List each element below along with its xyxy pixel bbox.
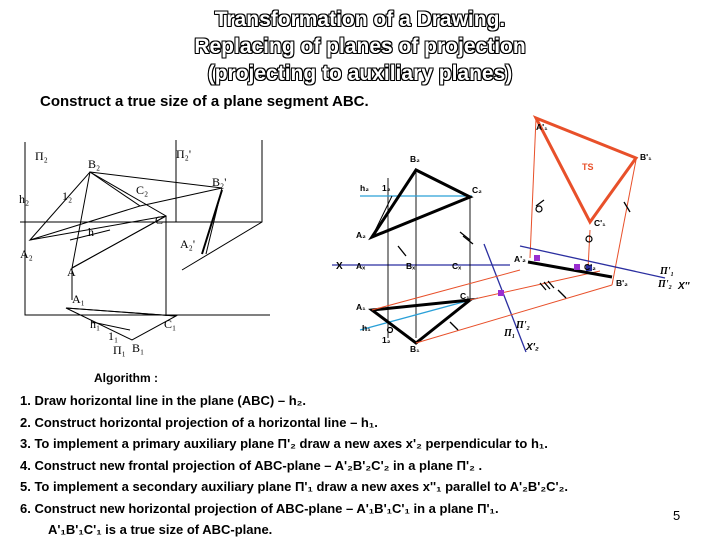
label-r-pi1p: Π'₁ [660, 266, 675, 277]
right-figure [332, 118, 665, 352]
frame-line [25, 142, 270, 315]
triangle-a2b2c2 [372, 170, 470, 237]
label-r-x: X [336, 261, 343, 272]
algorithm-title: Algorithm : [94, 371, 158, 385]
algorithm-step: 5. To implement a secondary auxiliary plane Π'₁ draw a new axes x''₁ parallel to A'₂B'₂C'₂. [20, 479, 569, 494]
label-a2: A₂ [20, 247, 33, 261]
label-r-a1p: A'₁ [536, 122, 548, 132]
label-r-pi2p-lower: Π'₂ [516, 320, 531, 331]
algorithm-steps [20, 390, 710, 541]
label-11: 1₁ [108, 329, 119, 343]
label-r-ax: Aₓ [356, 261, 366, 271]
label-r-c1: C₁ [460, 291, 470, 301]
algorithm-step: 2. Construct horizontal projection of a horizontal line – h₁. [20, 414, 378, 430]
label-a2p: A₂' [180, 237, 196, 251]
algorithm-conclusion: A'₁B'₁C'₁ is a true size of ABC-plane. [48, 522, 273, 537]
algorithm-step: 6. Construct new horizontal projection of ABC-plane – A'₁B'₁C'₁ in a plane Π'₁. [20, 500, 499, 516]
left-figure-labels [19, 147, 226, 357]
label-r-h1: h₁ [362, 323, 371, 333]
label-r-pi2p: Π'₂ [658, 279, 673, 290]
label-r-c2: C₂ [472, 185, 482, 195]
label-r-b1: B₁ [410, 344, 420, 354]
label-b2p: B₂' [212, 175, 227, 189]
algorithm-step: 1. Draw horizontal line in the plane (ABC) – h₂. [20, 393, 307, 408]
label-a1: A₁ [72, 292, 85, 306]
task-statement: Construct a true size of a plane segment ABC. [40, 93, 369, 110]
title-line-3: (projecting to auxiliary planes) [207, 62, 513, 85]
label-r-x2-lower: X'₂ [526, 342, 539, 353]
title-line-1: Transformation of a Drawing. [214, 8, 506, 31]
label-r-b2p: B'₂ [616, 278, 628, 288]
triangle-space [72, 172, 166, 268]
label-r-ts: TS [582, 162, 594, 172]
label-r-x2: X'' [678, 281, 690, 292]
label-pi2p: Π₂' [176, 147, 192, 161]
label-r-c2p: C'₂ [584, 262, 596, 272]
label-r-12: 1₂ [382, 183, 391, 193]
label-r-a1: A₁ [356, 302, 366, 312]
triangle-pi1 [66, 308, 176, 340]
label-r-h2: h₂ [360, 183, 369, 193]
label-r-b2: B₂ [410, 154, 420, 164]
label-r-a2p: A'₂ [514, 254, 526, 264]
label-r-a2: A₂ [356, 230, 366, 240]
label-b2: B₂ [88, 157, 101, 171]
label-h1: h₁ [90, 317, 101, 331]
label-r-cx: Cₓ [452, 261, 462, 271]
label-r-11: 1₂ [382, 335, 391, 345]
label-c2: C₂ [136, 183, 149, 197]
label-h2: h₂ [19, 192, 30, 206]
title-line-2: Replacing of planes of projection [194, 35, 526, 58]
label-a: A [67, 265, 76, 279]
label-r-bx: Bₓ [406, 261, 416, 271]
label-r-c1p: C'₁ [594, 218, 606, 228]
algorithm-step: 4. Construct new frontal projection of ABC-plane – A'₂B'₂C'₂ in a plane Π'₂ . [20, 457, 483, 473]
label-r-pi1: Π₁ [504, 328, 516, 339]
label-12: 1₂ [62, 189, 73, 203]
label-r-b1p: B'₁ [640, 152, 652, 162]
horizontal-h2 [30, 216, 166, 240]
label-b1: B₁ [132, 341, 145, 355]
label-pi1: Π₁ [113, 343, 126, 357]
page-number: 5 [673, 508, 681, 523]
edge-view-a2p-b2p [528, 262, 612, 277]
label-c: C [155, 213, 164, 227]
label-h: h [88, 225, 94, 239]
label-c1: C₁ [164, 317, 177, 331]
algorithm-step: 3. To implement a primary auxiliary plane Π'₂ draw a new axes x'₂ perpendicular to h₁. [20, 436, 548, 451]
label-pi2: Π₂ [35, 149, 48, 163]
left-figure [20, 140, 270, 340]
